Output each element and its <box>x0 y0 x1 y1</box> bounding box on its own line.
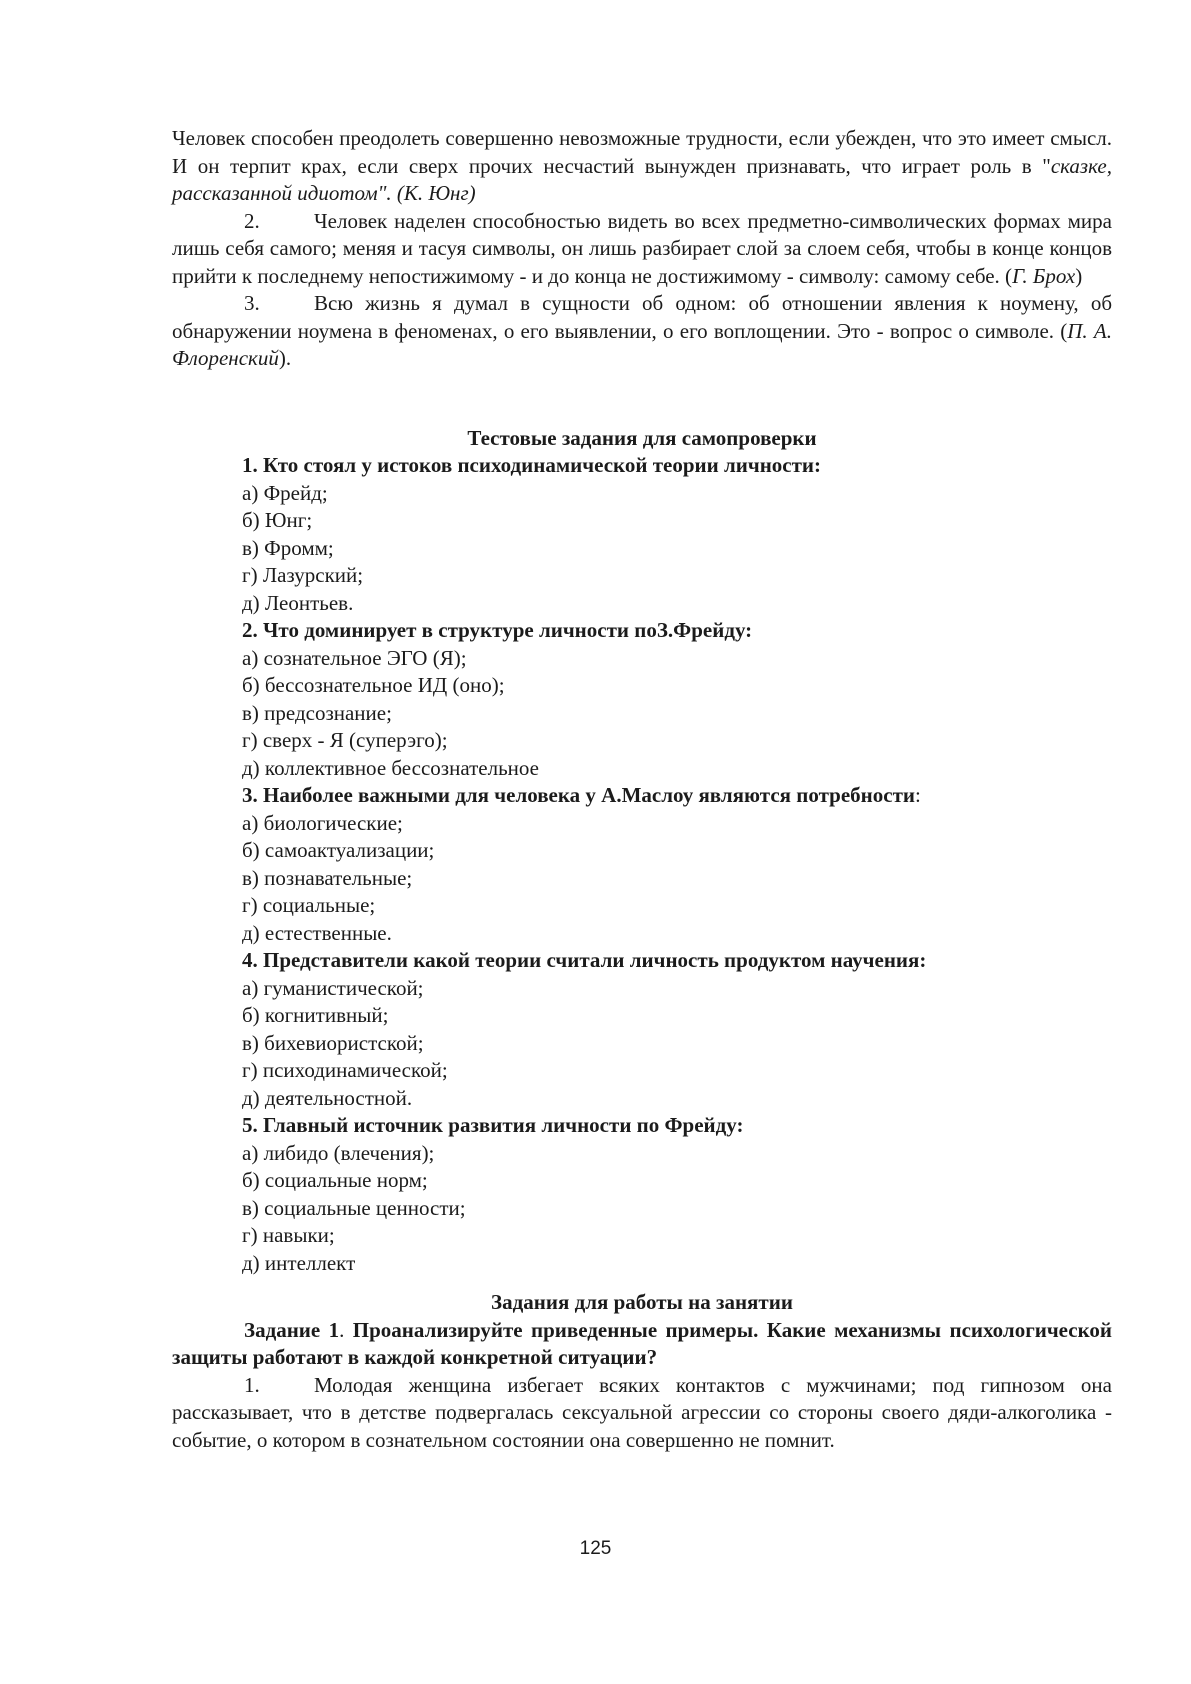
question-title-tail: : <box>915 783 921 807</box>
intro-item-2-author: Г. Брох <box>1012 263 1076 288</box>
question-4 <box>242 947 1112 1112</box>
answer-option: д) интеллект <box>242 1250 356 1275</box>
answer-option: б) социальные норм; <box>242 1168 428 1192</box>
question-title <box>242 947 1112 975</box>
answer-option: г) психодинамической; <box>242 1058 448 1082</box>
answer-option: б) когнитивный; <box>242 1003 389 1027</box>
answer-option: а) либидо (влечения); <box>242 1140 435 1165</box>
spacer <box>172 1277 1112 1289</box>
question-5 <box>242 1112 1112 1277</box>
question-title <box>242 452 1112 480</box>
question-title <box>242 617 1112 645</box>
answer-option: б) самоактуализации; <box>242 838 435 862</box>
answer-option: в) Фромм; <box>242 535 334 560</box>
question-1 <box>242 452 1112 617</box>
task-item-text: Молодая женщина избегает всяких контактов с мужчинами; под гипнозом она рассказывает, что в детстве подвергалась сексуальной агрессии со стороны своего дяди-алкоголика - событие, о котором в сознательном состоянии она совершенно не помнит. <box>172 1372 1112 1452</box>
answer-option: д) Леонтьев. <box>242 590 354 615</box>
answer-option: а) сознательное ЭГО (Я); <box>242 645 467 670</box>
question-list <box>172 452 1112 1277</box>
answer-option: г) сверх - Я (суперэго); <box>242 728 448 752</box>
answer-option: а) гуманистической; <box>242 975 424 1000</box>
answer-option: в) социальные ценности; <box>242 1195 466 1220</box>
answer-option: в) бихевиористской; <box>242 1030 424 1055</box>
intro-item-3-end: ). <box>278 346 292 370</box>
answer-option: б) Юнг; <box>242 508 313 532</box>
answer-option: д) деятельностной. <box>242 1085 413 1110</box>
work-heading: Задания для работы на занятии <box>491 1290 793 1314</box>
answer-option: г) Лазурский; <box>242 563 364 587</box>
answer-option: б) бессознательное ИД (оно); <box>242 673 505 697</box>
answer-option: д) естественные. <box>242 920 392 945</box>
intro-item-2 <box>172 208 1112 291</box>
intro-p1-quote: сказке, рассказанной идиотом". (К. Юнг) <box>172 153 1112 205</box>
intro-item-3-number: 3. <box>244 291 260 315</box>
question-title-text: 5. Главный источник развития личности по Фрейду: <box>242 1113 744 1137</box>
intro-item-2-text: Человек наделен способностью видеть во всех предметно-символических формах мира лишь себя самого; меняя и тасуя символы, он лишь разбирает слой за слоем себя, чтобы в конце концов прийти к последнему непостижимому - и до конца не достижимому - символу: самому себе. ( <box>172 208 1112 288</box>
question-title-text: 4. Представители какой теории считали личность продуктом научения: <box>242 948 927 972</box>
question-title <box>242 782 1112 810</box>
answer-option: в) познавательные; <box>242 865 413 890</box>
answer-option: а) Фрейд; <box>242 480 328 505</box>
spacer <box>172 373 1112 425</box>
task-1-title <box>172 1317 1112 1372</box>
question-title <box>242 1112 1112 1140</box>
intro-item-3-text: Всю жизнь я думал в сущности об одном: об отношении явления к ноумену, об обнаружении ноумена в феноменах, о его выявлении, о его воплощении. Это - вопрос о символе. ( <box>172 291 1112 343</box>
task-1-item-1 <box>172 1372 1112 1455</box>
task-1-dot: . <box>339 1317 353 1342</box>
page-number: 125 <box>579 1538 612 1559</box>
question-title-text: 3. Наиболее важными для человека у А.Маслоу являются потребности <box>242 783 916 807</box>
test-heading: Тестовые задания для самопроверки <box>467 425 817 450</box>
intro-item-3 <box>172 290 1112 373</box>
question-2 <box>242 617 1112 782</box>
intro-p1-text: Человек способен преодолеть совершенно невозможные трудности, если убежден, что это имеет смысл. И он терпит крах, если сверх прочих несчастий вынужден признавать, что играет роль в " <box>172 126 1112 178</box>
answer-option: г) навыки; <box>242 1223 335 1247</box>
intro-item-3-author: П. А. Флоренский <box>172 318 1112 370</box>
answer-option: д) коллективное бессознательное <box>242 755 539 780</box>
question-3 <box>242 782 1112 947</box>
task-item-number: 1. <box>244 1372 260 1397</box>
task-1-text: Проанализируйте приведенные примеры. Какие механизмы психологической защиты работают в каждой конкретной ситуации? <box>172 1317 1112 1369</box>
intro-item-2-number: 2. <box>244 208 260 233</box>
question-title-text: 2. Что доминирует в структуре личности поЗ.Фрейду: <box>242 618 753 642</box>
answer-option: а) биологические; <box>242 810 403 835</box>
answer-option: в) предсознание; <box>242 700 392 725</box>
question-title-text: 1. Кто стоял у истоков психодинамической теории личности: <box>242 453 822 477</box>
intro-paragraph-1 <box>172 125 1112 208</box>
intro-item-2-end: ) <box>1075 263 1083 288</box>
page-content <box>172 125 1112 1454</box>
task-1-label: Задание 1 <box>244 1317 340 1342</box>
answer-option: г) социальные; <box>242 893 376 917</box>
